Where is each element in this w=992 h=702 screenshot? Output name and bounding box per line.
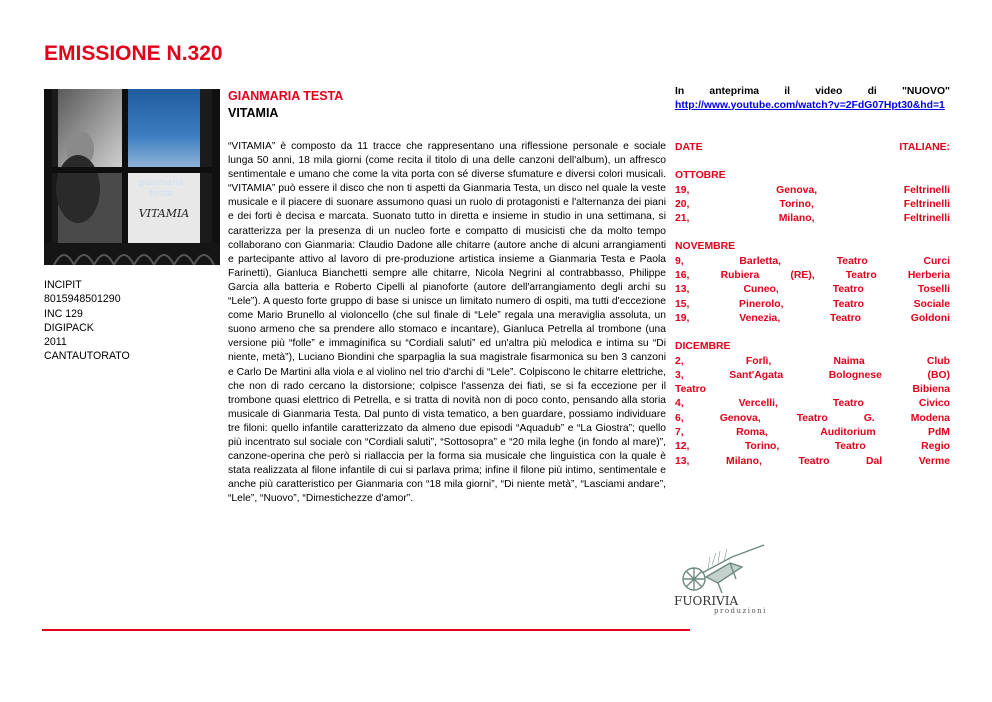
preview-word: il [784, 86, 791, 97]
svg-text:VITAMIA: VITAMIA [138, 207, 190, 220]
dates-header [675, 141, 950, 155]
date-cell: Vercelli, [738, 398, 778, 410]
date-cell: Teatro [832, 284, 864, 296]
meta-catalog: INC 129 [44, 307, 83, 320]
date-row [675, 426, 950, 440]
date-cell: Cuneo, [743, 284, 779, 296]
album-cover-image [44, 89, 220, 265]
date-cell: 13, [675, 455, 690, 467]
date-cell: Teatro [830, 312, 861, 324]
date-row [675, 440, 950, 454]
date-cell: Torino, [744, 441, 780, 453]
date-cell: 19, [675, 312, 690, 324]
dates-header-right: ITALIANE: [899, 142, 950, 153]
meta-year: 2011 [44, 336, 67, 349]
date-cell: 15, [675, 298, 690, 310]
meta-barcode: 8015948501290 [44, 293, 121, 306]
date-cell: Feltrinelli [903, 184, 950, 196]
date-cell: 4, [675, 398, 684, 410]
month-heading: DICEMBRE [675, 341, 731, 353]
date-cell: Pinerolo, [739, 298, 784, 310]
date-cell: Roma, [736, 427, 768, 439]
wheelbarrow-icon [672, 543, 772, 615]
month-heading: NOVEMBRE [675, 241, 736, 253]
date-cell: Toselli [917, 284, 950, 296]
date-cell: Modena [910, 412, 950, 424]
date-row [675, 212, 950, 226]
date-cell: Genova, [776, 184, 818, 196]
date-row [675, 255, 950, 269]
date-cell: Teatro [845, 270, 877, 282]
month-heading: OTTOBRE [675, 170, 726, 182]
date-cell: Sant'Agata [729, 369, 784, 381]
meta-format: DIGIPACK [44, 321, 94, 334]
date-cell: Teatro [834, 441, 866, 453]
preview-word: "NUOVO" [902, 86, 950, 97]
page-title: EMISSIONE N.320 [44, 42, 223, 65]
date-cell: 16, [675, 270, 690, 282]
date-cell: Sociale [913, 298, 950, 310]
artist-name: GIANMARIA TESTA [228, 89, 344, 103]
date-cell: Teatro [675, 384, 706, 396]
date-cell: Feltrinelli [903, 213, 950, 225]
logo-name: FUORIVIA [674, 594, 739, 608]
date-row [675, 412, 950, 426]
date-cell: 19, [675, 184, 690, 196]
meta-genre: CANTAUTORATO [44, 350, 130, 363]
date-cell: Genova, [719, 412, 761, 424]
date-cell: 3, [675, 369, 684, 381]
date-row [675, 198, 950, 212]
video-preview [675, 85, 950, 112]
svg-text:testa: testa [149, 189, 173, 199]
date-row [675, 283, 950, 297]
footer-divider [42, 629, 690, 631]
date-cell: Rubiera [720, 270, 760, 282]
release-meta [44, 278, 130, 364]
date-cell: (BO) [927, 369, 950, 381]
date-cell: Teatro [798, 455, 830, 467]
album-title: VITAMIA [228, 106, 279, 120]
date-cell: Dal [866, 455, 883, 467]
date-cell: 6, [675, 412, 684, 424]
date-row [675, 369, 950, 383]
preview-word: In [675, 86, 685, 97]
tour-dates [675, 141, 950, 469]
date-row [675, 383, 950, 397]
date-cell: Milano, [726, 455, 762, 467]
dates-header-left: DATE [675, 142, 703, 153]
date-cell: Bolognese [828, 369, 882, 381]
date-cell: Regio [921, 441, 950, 453]
date-cell: Venezia, [739, 312, 781, 324]
date-cell: Forlì, [745, 355, 772, 367]
date-cell: Teatro [836, 255, 868, 267]
date-row [675, 312, 950, 326]
logo-sub: produzioni [714, 607, 767, 615]
date-cell: Civico [918, 398, 950, 410]
date-cell: Goldoni [910, 312, 950, 324]
date-row [675, 184, 950, 198]
date-cell: Teatro [833, 298, 865, 310]
date-cell: Barletta, [739, 255, 781, 267]
svg-text:gianmaria: gianmaria [138, 178, 184, 188]
album-cover-art [44, 89, 220, 265]
date-cell: 13, [675, 284, 690, 296]
date-cell: 7, [675, 427, 684, 439]
date-cell: Milano, [778, 213, 815, 225]
preview-word: di [867, 86, 877, 97]
date-cell: Verme [918, 455, 950, 467]
date-cell: 20, [675, 198, 690, 210]
date-cell: Bibiena [912, 384, 950, 396]
date-cell: Feltrinelli [903, 198, 950, 210]
date-row [675, 269, 950, 283]
preview-caption [675, 85, 950, 99]
date-cell: 9, [675, 255, 684, 267]
date-cell: 12, [675, 441, 690, 453]
fuorivia-logo [672, 543, 772, 615]
preview-word: anteprima [709, 86, 760, 97]
date-cell: G. [863, 412, 875, 424]
date-cell: PdM [928, 427, 950, 439]
date-cell: 2, [675, 355, 684, 367]
date-cell: Curci [923, 255, 950, 267]
date-cell: (RE), [790, 270, 815, 282]
date-row [675, 298, 950, 312]
date-cell: Herberia [907, 270, 950, 282]
date-row [675, 355, 950, 369]
date-cell: Teatro [796, 412, 828, 424]
preview-word: video [815, 86, 843, 97]
date-cell: Naima [833, 355, 865, 367]
date-cell: Teatro [832, 398, 864, 410]
meta-label: INCIPIT [44, 279, 82, 291]
date-cell: 21, [675, 213, 690, 225]
date-cell: Auditorium [820, 427, 876, 439]
date-cell: Torino, [779, 198, 814, 210]
date-row [675, 455, 950, 469]
date-cell: Club [926, 355, 950, 367]
youtube-link[interactable]: http://www.youtube.com/watch?v=2FdG07Hpt30&hd=1 [675, 99, 945, 111]
album-description: “VITAMIA” è composto da 11 tracce che rappresentano una riflessione personale e sociale lunga 50 anni, 18 mila giorni (come recita il titolo di una delle canzoni dell'album), un affresco sentimentale e umano che come la vita porta con sé diverse sfumature e diversi colori musicali. “VITAMIA” può essere il disco che non ti aspetti da Gianmaria Testa, un disco nel quale la veste musicale e il piacere di suonare assumono quasi un ruolo di protagonisti e l'alternanza dei piani e dei forti è decisa e marcata. Suonato tutto in diretta e insieme in studio in una settimana, si caratterizza per la presenza di un nucleo forte e compatto di musicisti che da molto tempo collaborano con Gianmaria: Claudio Dadone alle chitarre (autore anche di alcuni arrangiamenti e partecipante attivo al lavoro di pre-produzione artistica insieme a Gianmaria Testa e Paola Farinetti), Gianluca Bianchetti sempre alle chitarre, Nicola Negrini al contrabbasso, Philippe Garcia alla batteria e Roberto Cipelli al pianoforte (autore dell'arrangiamento degli archi su “Lele”). A questo forte gruppo di base si unisce un limitato numero di ospiti, ma tutti d'eccezione come Mario Brunello al violoncello (che sul finale di “Lele” regala una meraviglia assoluta, un suono armeno che sa prendere allo stomaco e incantare), Gianluca Petrella al trombone (una versione più “folle” e immaginifica su “Cordiali saluti” ed un'altra più melodica e intima su “Di niente, metà”), Luciano Biondini che sparpaglia la sua magistrale fisarmonica su ben 3 canzoni e Carlo De Martini alla viola e al violino nel trio d'archi di “Lele”. Colpiscono le chitarre elettriche, che non di rado cercano la distorsione; colpisce l'assenza dei fiati, se si fa eccezione per il trombone quasi elettrico di Petrella, e si tratta di novità non di poco conto, pensando alla storia musicale di Gianmaria Testa. Dal punto di vista tematico, a ben guardare, possiamo individuare tre filoni: quello infantile caratterizzato da almeno due episodi “Aquadub” e “La Giostra”; quello più incentrato sul sociale con “Cordiali saluti”, “Sottosopra” e “20 mila leghe (in fondo al mare)”, canzone-operina che però si riallaccia per la forma sia musicale che linguistica con la quale è stata realizzata al filone infantile di cui si parlava prima; infine il filone più intimo, sentimentale e anche più caratteristico per Gianmaria con “18 mila giorni”, “Di niente metà”, “Lasciami andare”, “Lele”, “Nuovo”, “Dimestichezze d'amor”. [228, 141, 666, 505]
date-row [675, 397, 950, 411]
